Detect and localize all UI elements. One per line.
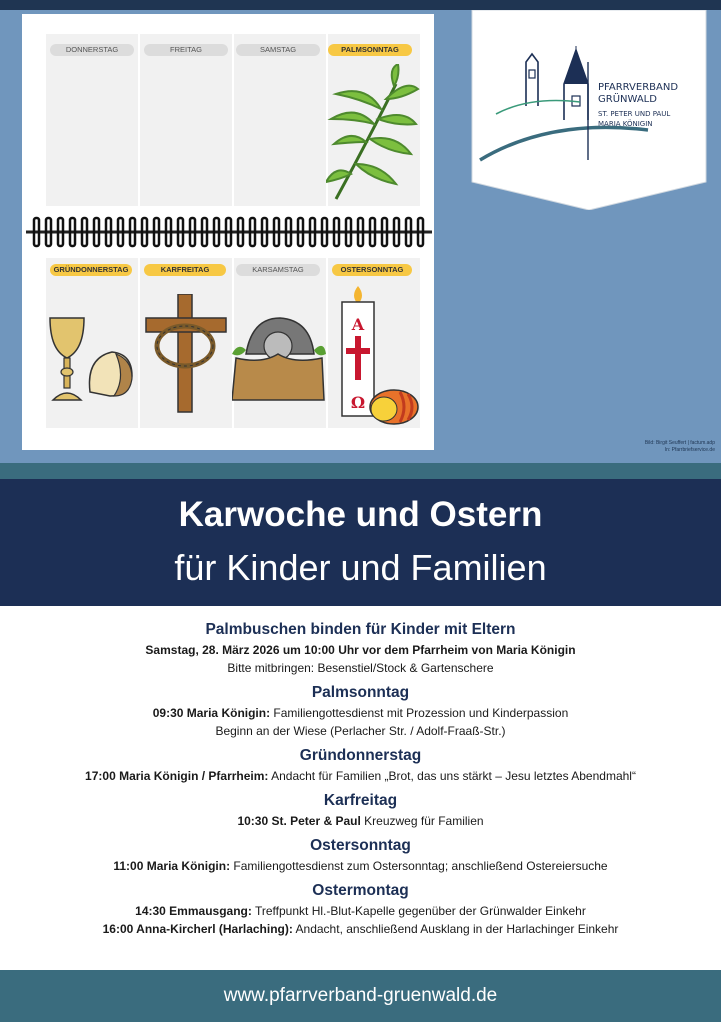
image-credit <box>560 440 715 454</box>
event-heading: Karfreitag <box>323 792 398 809</box>
event-section <box>0 746 721 785</box>
logo-sub-line2: MARIA KÖNIGIN <box>598 120 653 128</box>
chalice-icon <box>48 314 86 404</box>
svg-text:Ω: Ω <box>350 393 366 412</box>
event-line: 14:30 Emmausgang: Treffpunkt Hl.-Blut-Kapelle gegenüber der Grünwalder Einkehr <box>135 904 586 918</box>
day-label-ostersonntag: OSTERSONNTAG <box>332 264 412 276</box>
pfarrverband-logo <box>470 10 708 210</box>
event-section <box>0 620 721 677</box>
event-heading: Gründonnerstag <box>299 747 422 764</box>
title-band <box>0 479 721 606</box>
event-section <box>0 881 721 938</box>
calendar-spiral-binding <box>26 214 432 250</box>
event-line: 10:30 St. Peter & Paul Kreuzweg für Familien <box>237 814 484 828</box>
logo-name-line1: PFARRVERBAND <box>598 82 679 93</box>
logo-name-line2: GRÜNWALD <box>598 94 657 105</box>
event-line: 09:30 Maria Königin: Familiengottesdienst mit Prozession und Kinderpassion <box>152 706 569 720</box>
event-section <box>0 683 721 740</box>
day-label-freitag: FREITAG <box>144 44 228 56</box>
event-heading: Palmbuschen binden für Kinder mit Eltern <box>205 621 516 638</box>
calendar-panel-samstag <box>234 34 326 206</box>
footer-bar <box>0 970 721 1022</box>
logo-sub-line1: ST. PETER UND PAUL <box>598 110 671 118</box>
day-label-karfreitag: KARFREITAG <box>144 264 226 276</box>
event-schedule <box>0 620 721 944</box>
event-line: 16:00 Anna-Kircherl (Harlaching): Andacht, anschließend Ausklang in der Harlachinger Einkehr <box>102 922 619 936</box>
bread-icon <box>86 348 134 400</box>
svg-text:A: A <box>351 315 365 334</box>
calendar-panel-donnerstag <box>46 34 138 206</box>
easter-egg-icon <box>368 388 420 426</box>
top-strip <box>0 0 721 10</box>
palm-branch-icon <box>326 64 422 204</box>
event-line: 11:00 Maria Königin: Familiengottesdienst zum Ostersonntag; anschließend Ostereiersuche <box>113 859 608 873</box>
website-url[interactable]: www.pfarrverband-gruenwald.de <box>223 985 498 1006</box>
event-line: Beginn an der Wiese (Perlacher Str. / Adolf-Fraaß-Str.) <box>215 724 506 738</box>
day-label-karsamstag: KARSAMSTAG <box>236 264 320 276</box>
teal-divider <box>0 463 721 479</box>
day-label-gruendonnerstag: GRÜNDONNERSTAG <box>50 264 132 276</box>
event-heading: Palmsonntag <box>311 684 410 701</box>
image-credit-source: In: Pfarrbriefservice.de <box>664 447 715 453</box>
event-line: Bitte mitbringen: Besenstiel/Stock & Gartenschere <box>227 661 494 675</box>
event-section <box>0 836 721 875</box>
page-title: Karwoche und Ostern <box>178 495 543 534</box>
calendar-panel-freitag <box>140 34 232 206</box>
day-label-donnerstag: DONNERSTAG <box>50 44 134 56</box>
empty-tomb-icon <box>232 314 326 404</box>
day-label-palmsonntag: PALMSONNTAG <box>328 44 412 56</box>
event-line: 17:00 Maria Königin / Pfarrheim: Andacht für Familien „Brot, das uns stärkt – Jesu letztes Abendmahl“ <box>85 769 636 783</box>
calendar-illustration <box>22 14 434 450</box>
image-credit-line: Bild: Birgit Seuffert | factum.adp <box>644 440 715 446</box>
page-subtitle: für Kinder und Familien <box>174 547 547 588</box>
day-label-samstag: SAMSTAG <box>236 44 320 56</box>
cross-with-crown-of-thorns-icon <box>140 294 232 414</box>
event-section <box>0 791 721 830</box>
event-heading: Ostermontag <box>312 882 409 899</box>
event-heading: Ostersonntag <box>310 837 411 854</box>
event-line: Samstag, 28. März 2026 um 10:00 Uhr vor dem Pfarrheim von Maria Königin <box>145 643 576 657</box>
